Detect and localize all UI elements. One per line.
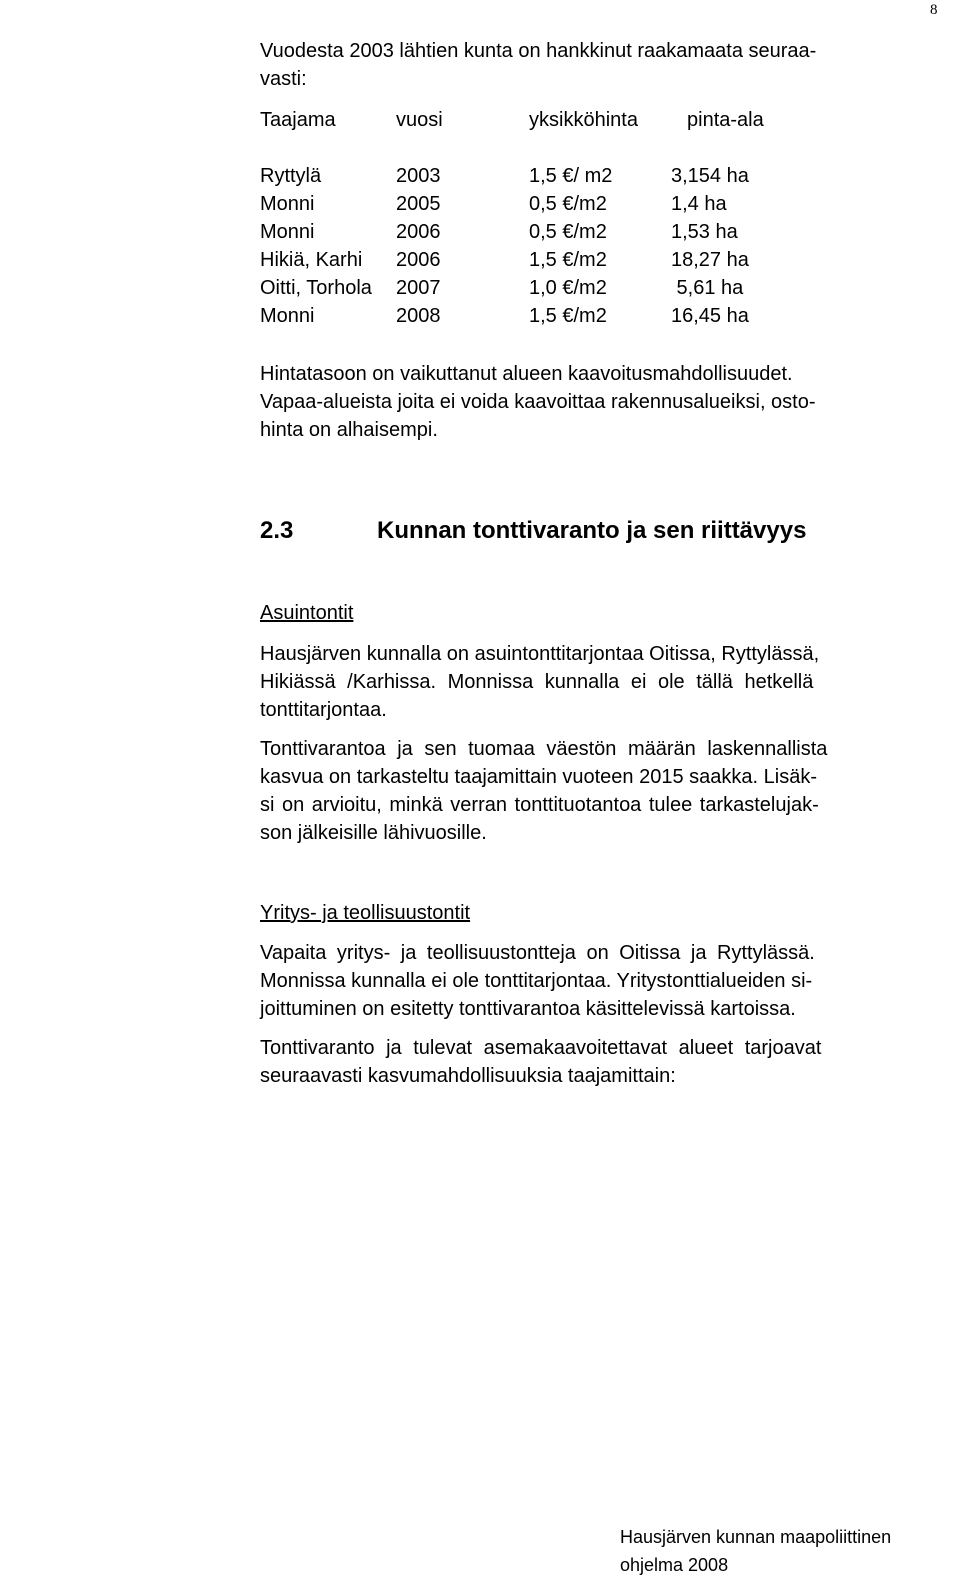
place-cell: Hikiä, Karhi (260, 249, 363, 271)
paragraph-line: Hintatasoon on vaikuttanut alueen kaavoitusmahdollisuudet. (260, 363, 793, 385)
paragraph-line: joittuminen on esitetty tonttivarantoa käsittelevissä kartoissa. (260, 998, 796, 1020)
area-cell: 16,45 ha (671, 305, 749, 327)
land-purchase-table (260, 162, 942, 330)
footer-line: ohjelma 2008 (620, 1555, 729, 1575)
paragraph-line: hinta on alhaisempi. (260, 419, 438, 441)
page-footer (620, 1523, 940, 1579)
area-cell: 5,61 ha (671, 277, 744, 299)
table-row (260, 190, 942, 218)
footer-line: Hausjärven kunnan maapoliittinen (620, 1527, 892, 1547)
section-number: 2.3 (260, 517, 294, 544)
table-row (260, 218, 942, 246)
paragraph-line: tonttitarjontaa. (260, 699, 387, 721)
year-cell: 2006 (396, 249, 441, 271)
business-paragraph-1 (260, 939, 942, 1023)
residential-heading: Asuintontit (260, 602, 354, 624)
intro-line: Vuodesta 2003 lähtien kunta on hankkinut raakamaata seuraa- (260, 40, 817, 62)
header-place: Taajama (260, 109, 336, 131)
paragraph-line: Vapaa-alueista joita ei voida kaavoittaa rakennusalueiksi, osto- (260, 391, 816, 413)
price-level-paragraph (260, 360, 942, 444)
unit-price-cell: 1,5 €/ m2 (529, 165, 613, 187)
area-cell: 3,154 ha (671, 165, 749, 187)
table-row (260, 162, 942, 190)
year-cell: 2006 (396, 221, 441, 243)
place-cell: Monni (260, 193, 315, 215)
unit-price-cell: 0,5 €/m2 (529, 221, 607, 243)
area-cell: 18,27 ha (671, 249, 749, 271)
table-row (260, 274, 942, 302)
table-row (260, 246, 942, 274)
paragraph-line: Hikiässä /Karhissa. Monnissa kunnalla ei ole tällä hetkellä (260, 671, 814, 693)
paragraph-line: si on arvioitu, minkä verran tonttituotantoa tulee tarkastelujak- (260, 794, 819, 816)
area-cell: 1,4 ha (671, 193, 727, 215)
place-cell: Oitti, Torhola (260, 277, 372, 299)
header-unit-price: yksikköhinta (529, 109, 638, 131)
residential-paragraph-1 (260, 640, 942, 724)
year-cell: 2007 (396, 277, 441, 299)
intro-paragraph (260, 37, 942, 93)
header-year: vuosi (396, 109, 443, 131)
page-number: 8 (930, 2, 938, 18)
paragraph-line: Tonttivaranto ja tulevat asemakaavoitettavat alueet tarjoavat (260, 1037, 822, 1059)
paragraph-line: kasvua on tarkasteltu taajamittain vuoteen 2015 saakka. Lisäk- (260, 766, 817, 788)
section-title: Kunnan tonttivaranto ja sen riittävyys (377, 517, 807, 544)
header-area: pinta-ala (687, 109, 764, 131)
year-cell: 2005 (396, 193, 441, 215)
land-purchase-table-header (260, 106, 942, 134)
paragraph-line: Monnissa kunnalla ei ole tonttitarjontaa. Yritystonttialueiden si- (260, 970, 813, 992)
paragraph-line: Tonttivarantoa ja sen tuomaa väestön määrän laskennallista (260, 738, 828, 760)
area-cell: 1,53 ha (671, 221, 738, 243)
residential-paragraph-2 (260, 735, 942, 847)
unit-price-cell: 1,0 €/m2 (529, 277, 607, 299)
intro-line: vasti: (260, 68, 307, 90)
unit-price-cell: 1,5 €/m2 (529, 305, 607, 327)
year-cell: 2008 (396, 305, 441, 327)
paragraph-line: Hausjärven kunnalla on asuintonttitarjontaa Oitissa, Ryttylässä, (260, 643, 820, 665)
business-paragraph-2 (260, 1034, 942, 1090)
paragraph-line: son jälkeisille lähivuosille. (260, 822, 487, 844)
place-cell: Monni (260, 221, 315, 243)
unit-price-cell: 1,5 €/m2 (529, 249, 607, 271)
business-heading: Yritys- ja teollisuustontit (260, 902, 471, 924)
unit-price-cell: 0,5 €/m2 (529, 193, 607, 215)
paragraph-line: seuraavasti kasvumahdollisuuksia taajamittain: (260, 1065, 676, 1087)
paragraph-line: Vapaita yritys- ja teollisuustontteja on Oitissa ja Ryttylässä. (260, 942, 815, 964)
year-cell: 2003 (396, 165, 441, 187)
place-cell: Ryttylä (260, 165, 322, 187)
table-row (260, 302, 942, 330)
place-cell: Monni (260, 305, 315, 327)
